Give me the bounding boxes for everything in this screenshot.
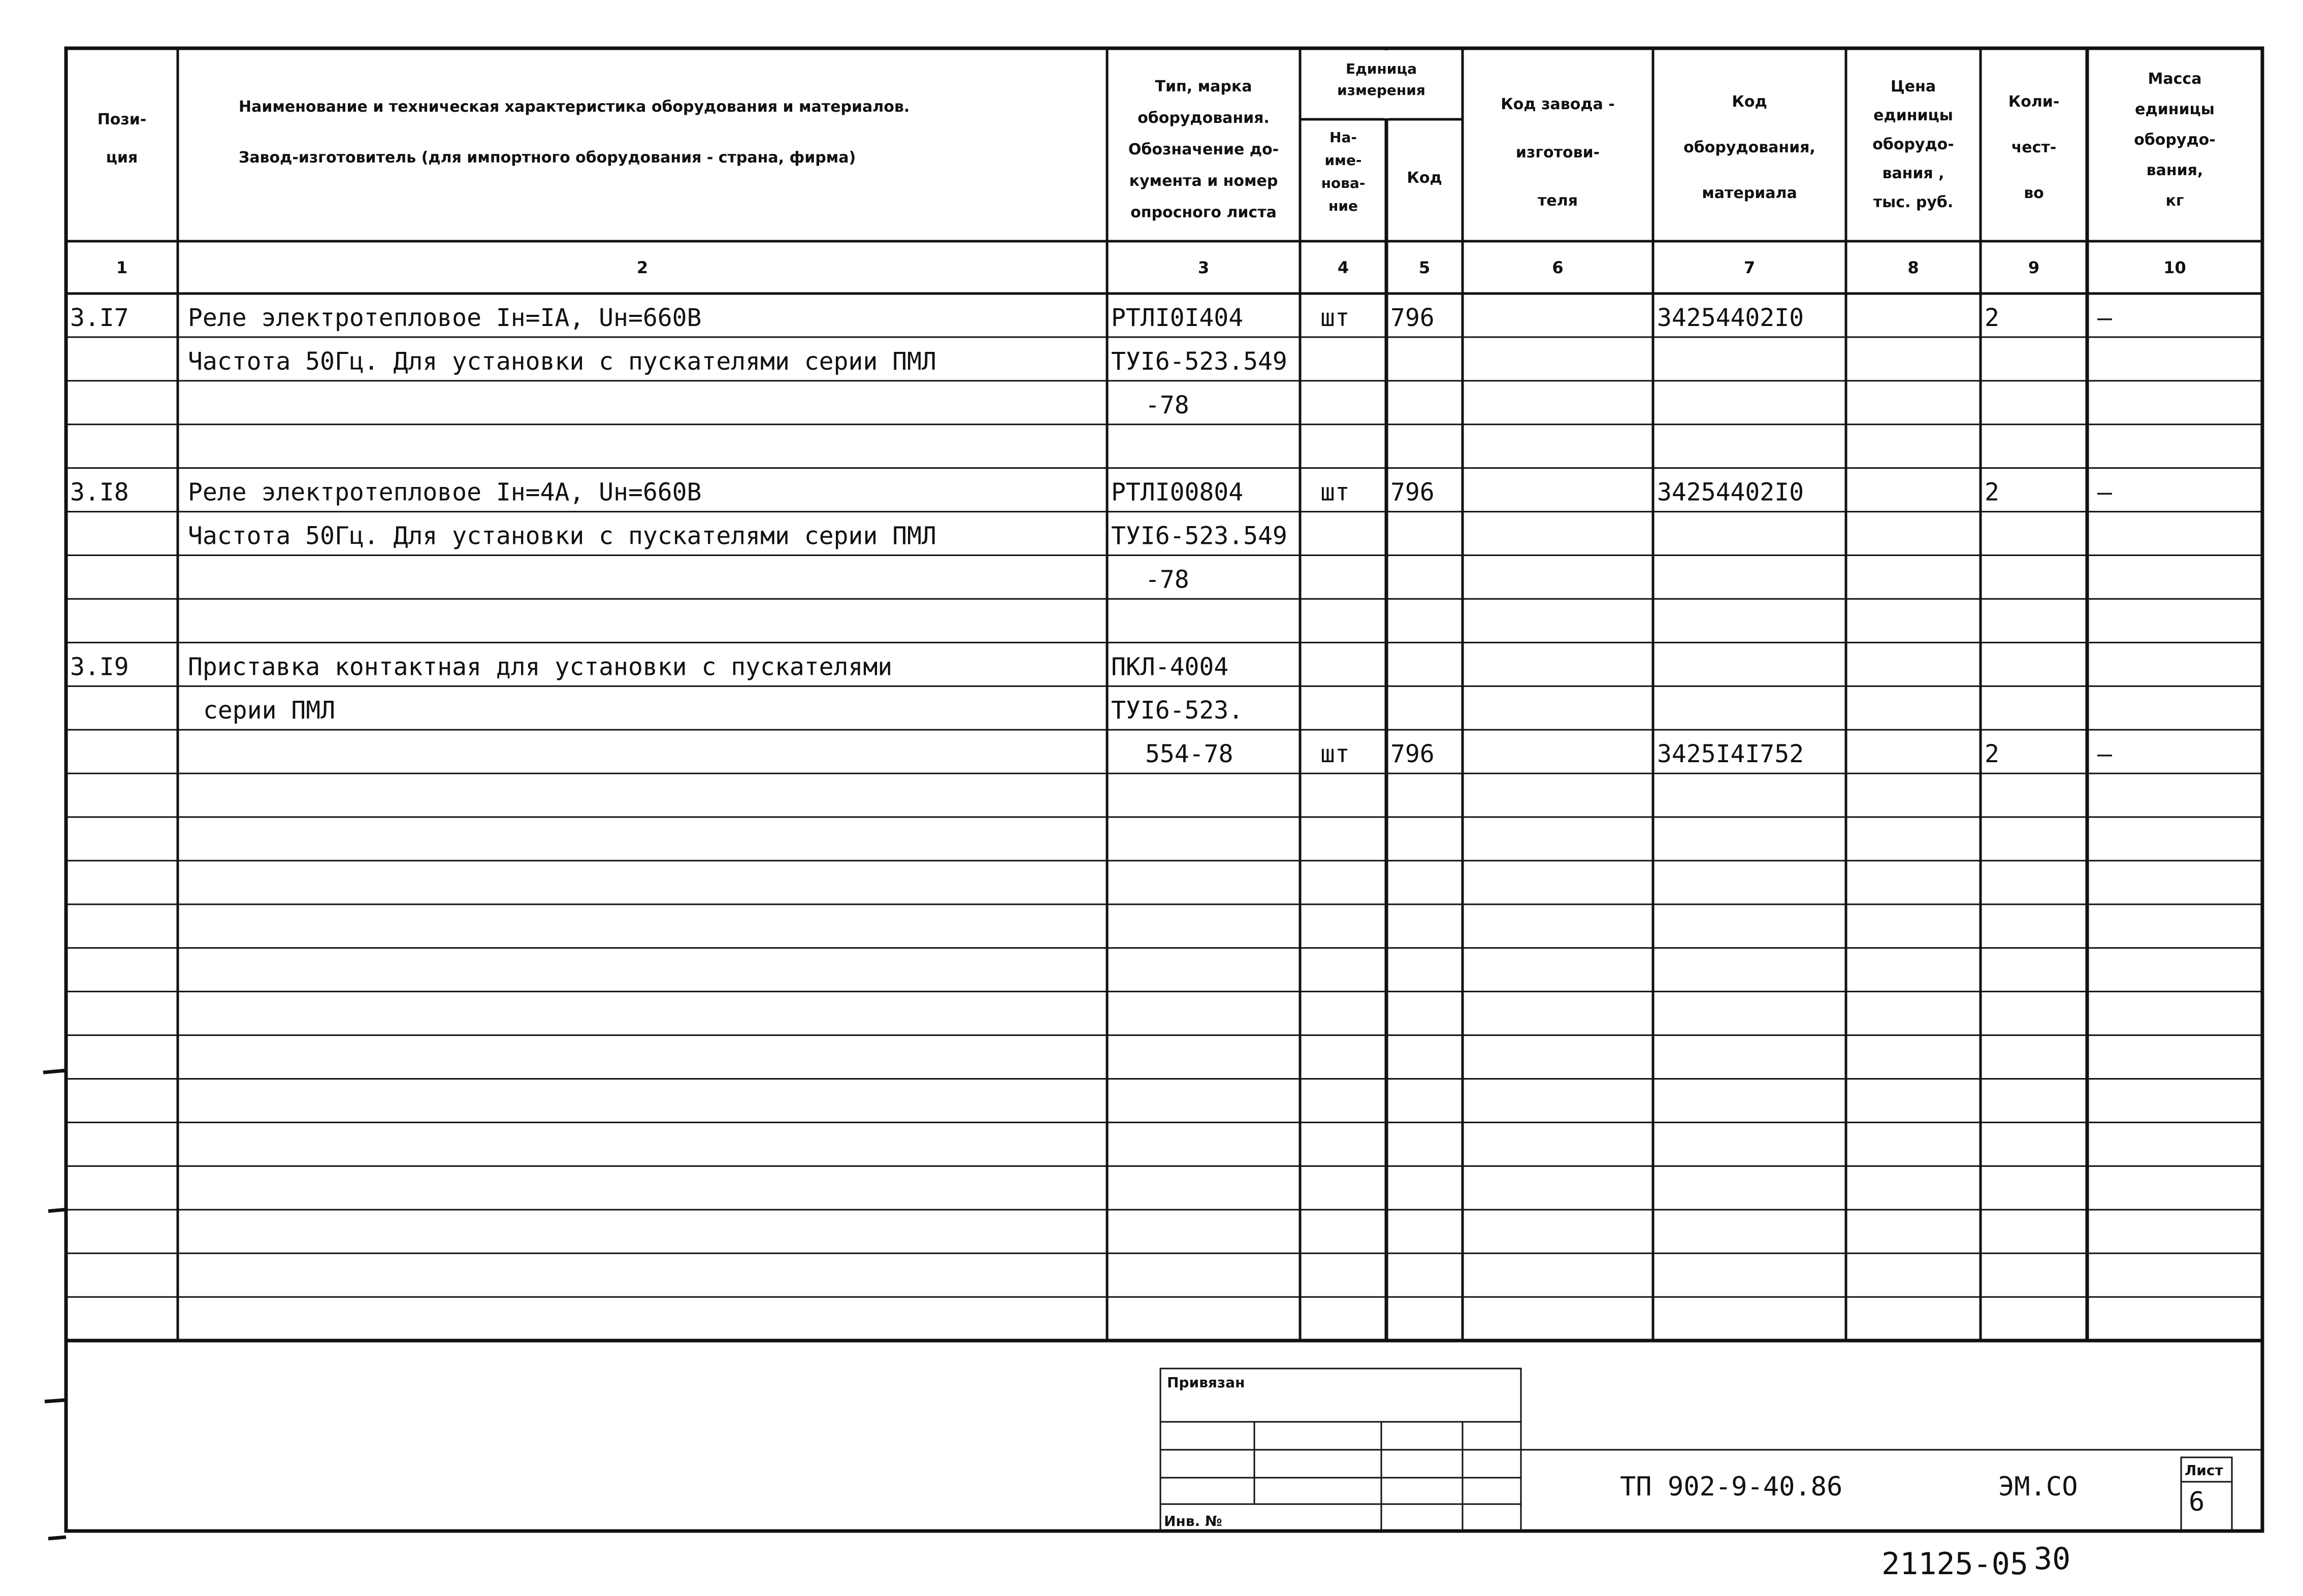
header-position: ция xyxy=(106,149,138,167)
table-cell: шт xyxy=(1320,478,1350,507)
header-unit-price: Цена xyxy=(1890,78,1936,95)
column-number: 3 xyxy=(1197,258,1210,277)
header-unit-price: оборудо- xyxy=(1872,136,1954,153)
header-equipment-code: Код xyxy=(1732,93,1767,111)
table-cell: 796 xyxy=(1390,740,1435,769)
archive-number: 21125-05 xyxy=(1882,1546,2028,1582)
sheet-number: 6 xyxy=(2189,1487,2205,1517)
column-number: 7 xyxy=(1743,258,1756,277)
column-number: 2 xyxy=(636,258,648,277)
header-equipment-code: оборудования, xyxy=(1683,139,1815,156)
table-header xyxy=(98,60,2216,221)
table-cell: ТУI6-523.549 xyxy=(1111,522,1287,550)
header-manufacturer-code: изготови- xyxy=(1515,144,1600,161)
header-quantity: во xyxy=(2024,184,2044,202)
table-cell: серии ПМЛ xyxy=(203,696,336,725)
table-cell: 34254402I0 xyxy=(1657,478,1804,507)
page-number: 30 xyxy=(2034,1541,2071,1577)
table-cell: 34254402I0 xyxy=(1657,303,1804,332)
column-number: 8 xyxy=(1907,258,1919,277)
header-type-mark: оборудования. xyxy=(1138,109,1270,127)
column-numbers-row xyxy=(116,258,2186,277)
table-cell: Реле электротепловое Iн=IA, Uн=660B xyxy=(188,303,702,332)
table-cell: Частота 50Гц. Для установки с пускателями серии ПМЛ xyxy=(188,522,936,550)
header-type-mark: кумента и номер xyxy=(1129,172,1278,190)
header-unit-mass: Масса xyxy=(2148,70,2202,88)
header-unit-price: вания , xyxy=(1882,165,1944,182)
table-cell: ТУI6-523.549 xyxy=(1111,347,1287,376)
bound-label: Привязан xyxy=(1167,1374,1245,1391)
table-cell: ПКЛ-4004 xyxy=(1111,653,1229,681)
header-unit-group: измерения xyxy=(1337,82,1425,99)
table-cell: 796 xyxy=(1390,303,1435,332)
title-block xyxy=(1160,1369,2262,1531)
document-code: ТП 902-9-40.86 xyxy=(1620,1472,1843,1502)
column-number: 10 xyxy=(2163,258,2186,277)
header-unit-price: тыс. руб. xyxy=(1873,193,1954,211)
table-cell: – xyxy=(2097,478,2112,507)
table-cell: 3.I9 xyxy=(70,653,129,681)
header-type-mark: Обозначение до- xyxy=(1128,141,1279,158)
table-cell: 3.I8 xyxy=(70,478,129,507)
column-number: 1 xyxy=(116,258,128,277)
table-cell: 3425I4I752 xyxy=(1657,740,1804,769)
table-cell: 796 xyxy=(1390,478,1435,507)
table-cell: 2 xyxy=(1985,303,1999,332)
header-unit-mass: оборудо- xyxy=(2134,131,2216,149)
table-cell: Приставка контактная для установки с пускателями xyxy=(188,653,893,681)
header-manufacturer-code: теля xyxy=(1538,192,1578,210)
header-unit-mass: кг xyxy=(2165,192,2184,210)
table-cell: 2 xyxy=(1985,740,1999,769)
table-grid xyxy=(66,48,2262,1341)
header-name-description: Завод-изготовитель (для импортного оборудования - страна, фирма) xyxy=(239,149,856,167)
table-cell: Частота 50Гц. Для установки с пускателями серии ПМЛ xyxy=(188,347,936,376)
table-cell: 554-78 xyxy=(1145,740,1234,769)
binding-marks xyxy=(43,1070,66,1539)
header-quantity: чест- xyxy=(2011,139,2057,156)
header-type-mark: Тип, марка xyxy=(1155,78,1252,95)
table-cell: PTЛI00804 xyxy=(1111,478,1244,507)
table-cell: Реле электротепловое Iн=4A, Uн=660B xyxy=(188,478,702,507)
header-equipment-code: материала xyxy=(1702,184,1797,202)
column-number: 6 xyxy=(1552,258,1564,277)
header-unit-name: име- xyxy=(1324,152,1362,169)
table-body xyxy=(70,304,2112,768)
sheet-label: Лист xyxy=(2185,1462,2223,1479)
table-cell: – xyxy=(2097,740,2112,769)
header-position: Пози- xyxy=(97,111,147,128)
table-cell: шт xyxy=(1320,740,1350,769)
table-cell: 3.I7 xyxy=(70,303,129,332)
header-unit-name: На- xyxy=(1329,129,1357,146)
table-cell: шт xyxy=(1320,303,1350,332)
column-number: 4 xyxy=(1337,258,1349,277)
table-cell: – xyxy=(2097,303,2112,332)
section-code: ЭМ.СО xyxy=(1998,1472,2078,1502)
table-cell: ТУI6-523. xyxy=(1111,696,1244,725)
table-cell: 2 xyxy=(1985,478,1999,507)
header-quantity: Коли- xyxy=(2008,93,2060,111)
header-unit-name: нова- xyxy=(1321,175,1366,191)
header-manufacturer-code: Код завода - xyxy=(1501,95,1615,113)
inventory-number-label: Инв. № xyxy=(1164,1513,1222,1529)
header-unit-group: Единица xyxy=(1346,60,1417,77)
table-cell: -78 xyxy=(1145,565,1189,594)
outer-frame xyxy=(66,48,2262,1531)
header-unit-mass: единицы xyxy=(2135,101,2215,118)
table-cell: -78 xyxy=(1145,390,1189,419)
column-number: 9 xyxy=(2028,258,2040,277)
header-unit-name: ние xyxy=(1328,198,1358,214)
header-type-mark: опросного листа xyxy=(1130,204,1277,221)
header-unit-price: единицы xyxy=(1873,107,1953,124)
header-unit-code: Код xyxy=(1407,169,1442,187)
header-unit-mass: вания, xyxy=(2146,161,2203,179)
column-number: 5 xyxy=(1418,258,1431,277)
table-cell: PTЛI0I404 xyxy=(1111,303,1244,332)
header-name-description: Наименование и техническая характеристика оборудования и материалов. xyxy=(239,98,910,116)
